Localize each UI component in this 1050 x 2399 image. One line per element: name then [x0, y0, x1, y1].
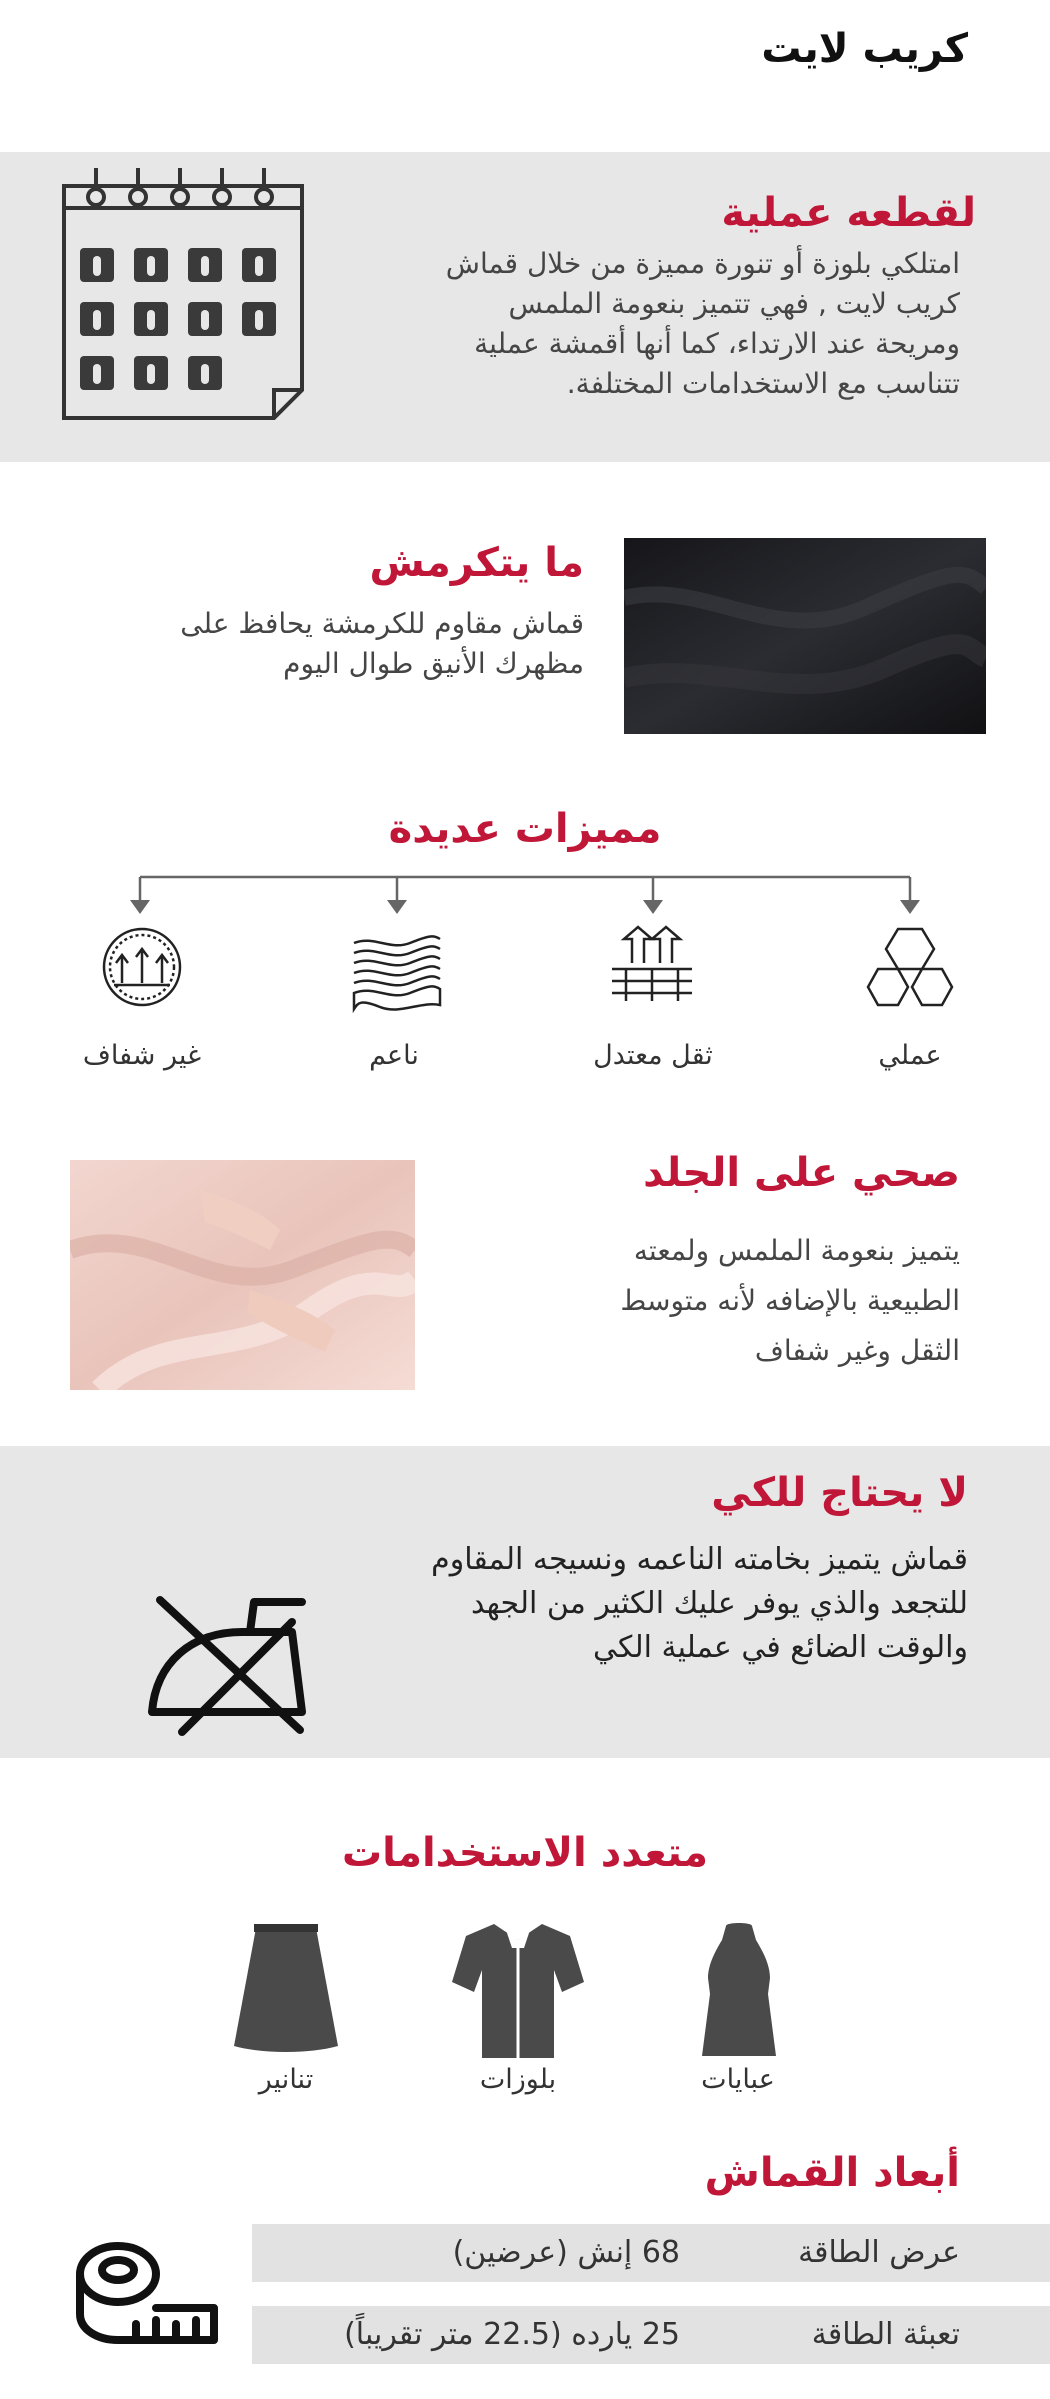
skin-line: الثقل وغير شفاف — [754, 1334, 960, 1367]
hexagon-molecule-icon — [862, 925, 958, 1013]
features-title: مميزات عديدة — [388, 806, 662, 852]
dimension-value: 25 يارده (22.5 متر تقريباً) — [344, 2317, 680, 2352]
feature-label-practical: عملي — [878, 1040, 942, 1071]
skin-title: صحي على الجلد — [643, 1150, 960, 1196]
no-iron-line: قماش يتميز بخامته الناعمه ونسيجه المقاوم — [431, 1542, 968, 1577]
dimensions-row-pack — [252, 2306, 1050, 2364]
feature-label-soft: ناعم — [369, 1040, 419, 1071]
use-label-skirt: تنانير — [258, 2064, 314, 2095]
dimensions-title: أبعاد القماش — [704, 2150, 960, 2196]
dimension-key: تعبئة الطاقة — [811, 2317, 960, 2352]
skin-line: يتميز بنعومة الملمس ولمعته — [633, 1234, 960, 1267]
wrinkle-line: قماش مقاوم للكرمشة يحافظ على — [180, 607, 584, 640]
wrinkle-text — [64, 604, 584, 684]
dimension-key: عرض الطاقة — [798, 2235, 960, 2270]
practical-line: كريب لايت , فهي تتميز بنعومة الملمس — [508, 287, 960, 320]
black-fabric-swatch — [624, 538, 986, 734]
dimension-value: 68 إنش (عرضين) — [452, 2235, 680, 2270]
measuring-tape-icon — [74, 2240, 224, 2346]
no-iron-title: لا يحتاج للكي — [711, 1470, 968, 1516]
feature-label-weight: ثقل معتدل — [593, 1040, 713, 1071]
practical-line: امتلكي بلوزة أو تنورة مميزة من خلال قماش — [445, 247, 960, 280]
use-label-abaya: عبايات — [701, 2064, 775, 2095]
features-connector — [0, 868, 1050, 918]
calendar-icon — [58, 162, 308, 427]
use-label-blouse: بلوزات — [479, 2064, 557, 2095]
weight-arrows-icon — [604, 925, 700, 1005]
skin-line: الطبيعية بالإضافه لأنه متوسط — [620, 1284, 960, 1317]
wrinkle-title: ما يتكرمش — [369, 540, 584, 586]
abaya-icon — [696, 1920, 782, 2060]
practical-text — [360, 244, 960, 404]
dimensions-row-width — [252, 2224, 1050, 2282]
no-iron-line: والوقت الضائع في عملية الكي — [592, 1630, 968, 1665]
wrinkle-line: مظهرك الأنيق طوال اليوم — [283, 647, 584, 680]
practical-title: لقطعه عملية — [721, 190, 976, 236]
blouse-icon — [450, 1918, 586, 2062]
pink-fabric-hands-photo — [70, 1160, 415, 1390]
no-iron-line: للتجعد والذي يوفر عليك الكثير من الجهد — [470, 1586, 968, 1621]
uses-title: متعدد الاستخدامات — [341, 1830, 708, 1876]
feature-label-opaque: غير شفاف — [82, 1040, 202, 1071]
no-iron-text — [248, 1538, 968, 1670]
practical-line: ومريحة عند الارتداء، كما أنها أقمشة عملية — [474, 327, 960, 360]
no-iron-icon — [142, 1592, 312, 1740]
breathable-circle-icon — [100, 925, 184, 1009]
practical-line: تتناسب مع الاستخدامات المختلفة. — [566, 367, 960, 400]
page-title: كريب لايت — [761, 26, 968, 72]
soft-layers-icon — [350, 935, 444, 1017]
skin-text — [400, 1226, 960, 1376]
skirt-icon — [230, 1922, 342, 2054]
